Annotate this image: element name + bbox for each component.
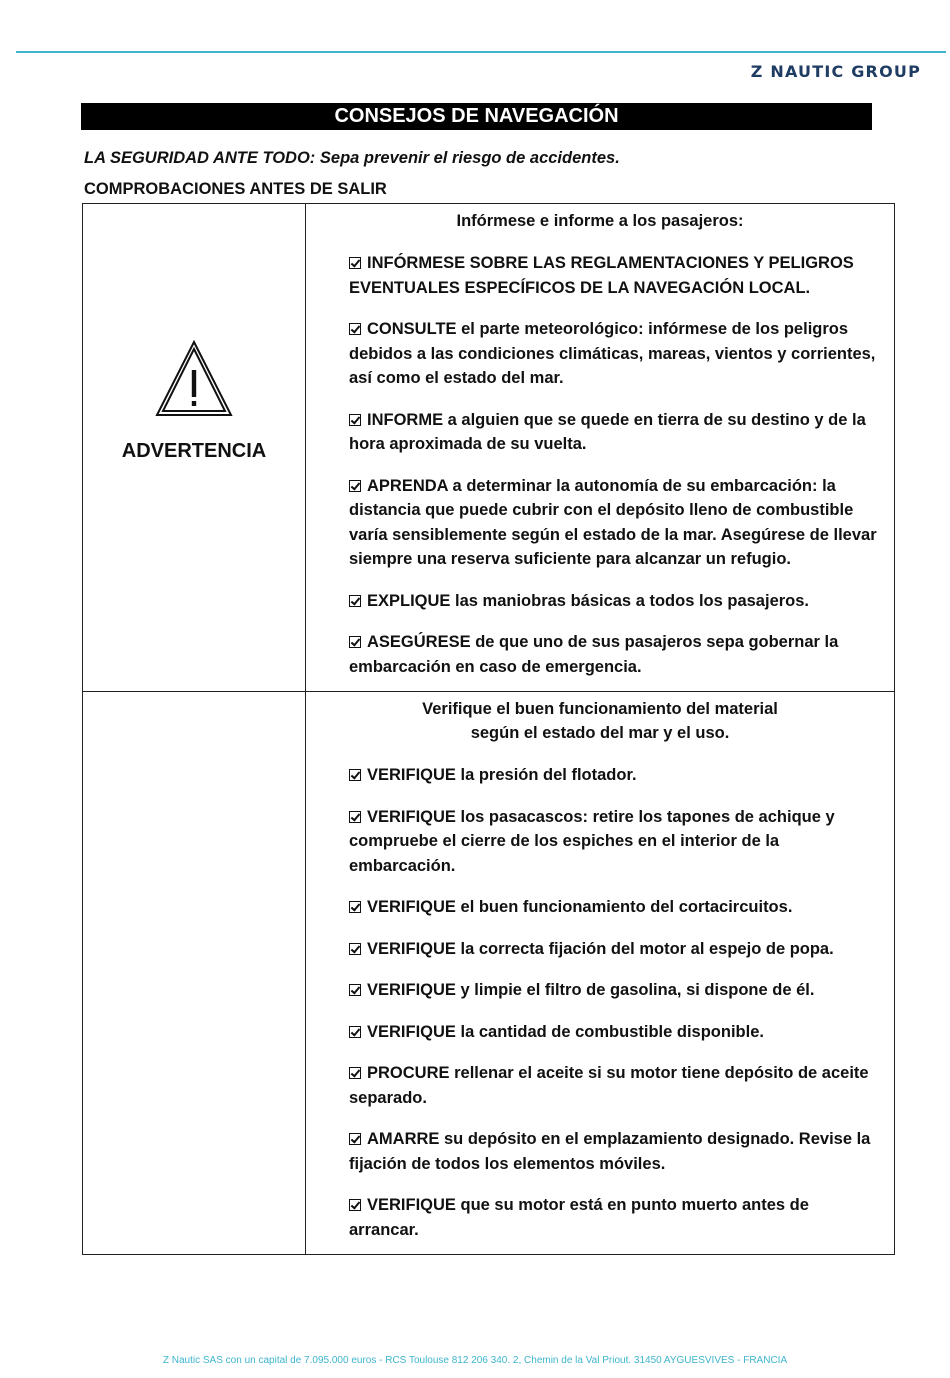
list-item-text: EXPLIQUE las maniobras básicas a todos los pasajeros. — [367, 591, 810, 610]
checkbox-checked-icon — [349, 1199, 361, 1211]
header-rule — [16, 51, 946, 53]
list-item — [349, 630, 882, 679]
verify-heading-line1: Verifique el buen funcionamiento del material — [422, 700, 778, 718]
checkbox-checked-icon — [349, 636, 361, 648]
list-item-text: VERIFIQUE los pasacascos: retire los tapones de achique y compruebe el cierre de los espiches en el interior de la embarcación. — [349, 807, 835, 875]
inform-list — [306, 251, 894, 691]
list-item — [349, 317, 882, 391]
checklist-table — [82, 203, 895, 1255]
warning-label: ADVERTENCIA — [121, 440, 267, 462]
list-item-text: PROCURE rellenar el aceite si su motor tiene depósito de aceite separado. — [349, 1064, 869, 1107]
list-item-text: APRENDA a determinar la autonomía de su embarcación: la distancia que puede cubrir con el depósito lleno de combustible varía sensiblemente según el estado de la mar. Asegúrese de llevar siempre una reserva suficiente para alcanzar un refugio. — [349, 476, 877, 568]
checkbox-checked-icon — [349, 943, 361, 955]
checkbox-checked-icon — [349, 414, 361, 426]
verify-cell — [306, 692, 895, 1255]
table-row — [83, 692, 895, 1255]
section-title: COMPROBACIONES ANTES DE SALIR — [84, 180, 387, 198]
list-item — [349, 408, 882, 457]
verify-heading-line2: según el estado del mar y el uso. — [470, 724, 730, 742]
list-item — [349, 805, 882, 879]
list-item — [349, 1020, 882, 1045]
warning-cell — [83, 204, 306, 692]
list-item — [349, 937, 882, 962]
list-item-text: AMARRE su depósito en el emplazamiento designado. Revise la fijación de todos los elementos móviles. — [349, 1130, 871, 1173]
list-item-text: VERIFIQUE la correcta fijación del motor al espejo de popa. — [367, 939, 834, 958]
list-item — [349, 978, 882, 1003]
checkbox-checked-icon — [349, 595, 361, 607]
inform-heading: Infórmese e informe a los pasajeros: — [456, 212, 744, 230]
list-item-text: VERIFIQUE el buen funcionamiento del cortacircuitos. — [367, 898, 793, 916]
empty-cell — [83, 692, 306, 1255]
checkbox-checked-icon — [349, 901, 361, 913]
list-item — [349, 1061, 882, 1110]
list-item-text: VERIFIQUE la presión del flotador. — [367, 766, 637, 784]
checkbox-checked-icon — [349, 323, 361, 335]
list-item — [349, 589, 882, 614]
list-item — [349, 763, 882, 788]
subtitle: LA SEGURIDAD ANTE TODO: Sepa prevenir el riesgo de accidentes. — [84, 149, 620, 167]
list-item-text: CONSULTE el parte meteorológico: infórmese de los peligros debidos a las condiciones climáticas, mareas, vientos y corrientes, así como el estado del mar. — [349, 320, 876, 387]
checkbox-checked-icon — [349, 984, 361, 996]
list-item-text: INFÓRMESE SOBRE LAS REGLAMENTACIONES Y PELIGROS EVENTUALES ESPECÍFICOS DE LA NAVEGACIÓN LOCAL. — [349, 254, 854, 297]
warning-block — [83, 340, 305, 463]
list-item-text: ASEGÚRESE de que uno de sus pasajeros sepa gobernar la embarcación en caso de emergencia. — [349, 633, 839, 676]
list-item — [349, 474, 882, 572]
list-item-text: VERIFIQUE la cantidad de combustible disponible. — [367, 1022, 764, 1041]
list-item — [349, 1193, 882, 1242]
checkbox-checked-icon — [349, 769, 361, 781]
checkbox-checked-icon — [349, 480, 361, 492]
list-item — [349, 895, 882, 920]
list-item-text: INFORME a alguien que se quede en tierra de su destino y de la hora aproximada de su vuelta. — [349, 410, 866, 453]
checkbox-checked-icon — [349, 1067, 361, 1079]
footer-text: Z Nautic SAS con un capital de 7.095.000 euros - RCS Toulouse 812 206 340. 2, Chemin de la Val Priout. 31450 AYGUESVIVES - FRANCIA — [162, 1355, 788, 1366]
verify-heading — [306, 697, 894, 745]
list-item — [349, 251, 882, 300]
checkbox-checked-icon — [349, 257, 361, 269]
inform-cell — [306, 204, 895, 692]
table-row — [83, 204, 895, 692]
checkbox-checked-icon — [349, 1133, 361, 1145]
brand-logo: Z NAUTIC GROUP — [750, 62, 921, 81]
page-title: CONSEJOS DE NAVEGACIÓN — [81, 103, 872, 130]
warning-triangle-icon — [155, 340, 233, 418]
list-item-text: VERIFIQUE y limpie el filtro de gasolina, si dispone de él. — [367, 981, 815, 999]
list-item — [349, 1127, 882, 1176]
list-item-text: VERIFIQUE que su motor está en punto muerto antes de arrancar. — [349, 1196, 809, 1239]
checkbox-checked-icon — [349, 1026, 361, 1038]
verify-list — [306, 763, 894, 1254]
checkbox-checked-icon — [349, 811, 361, 823]
